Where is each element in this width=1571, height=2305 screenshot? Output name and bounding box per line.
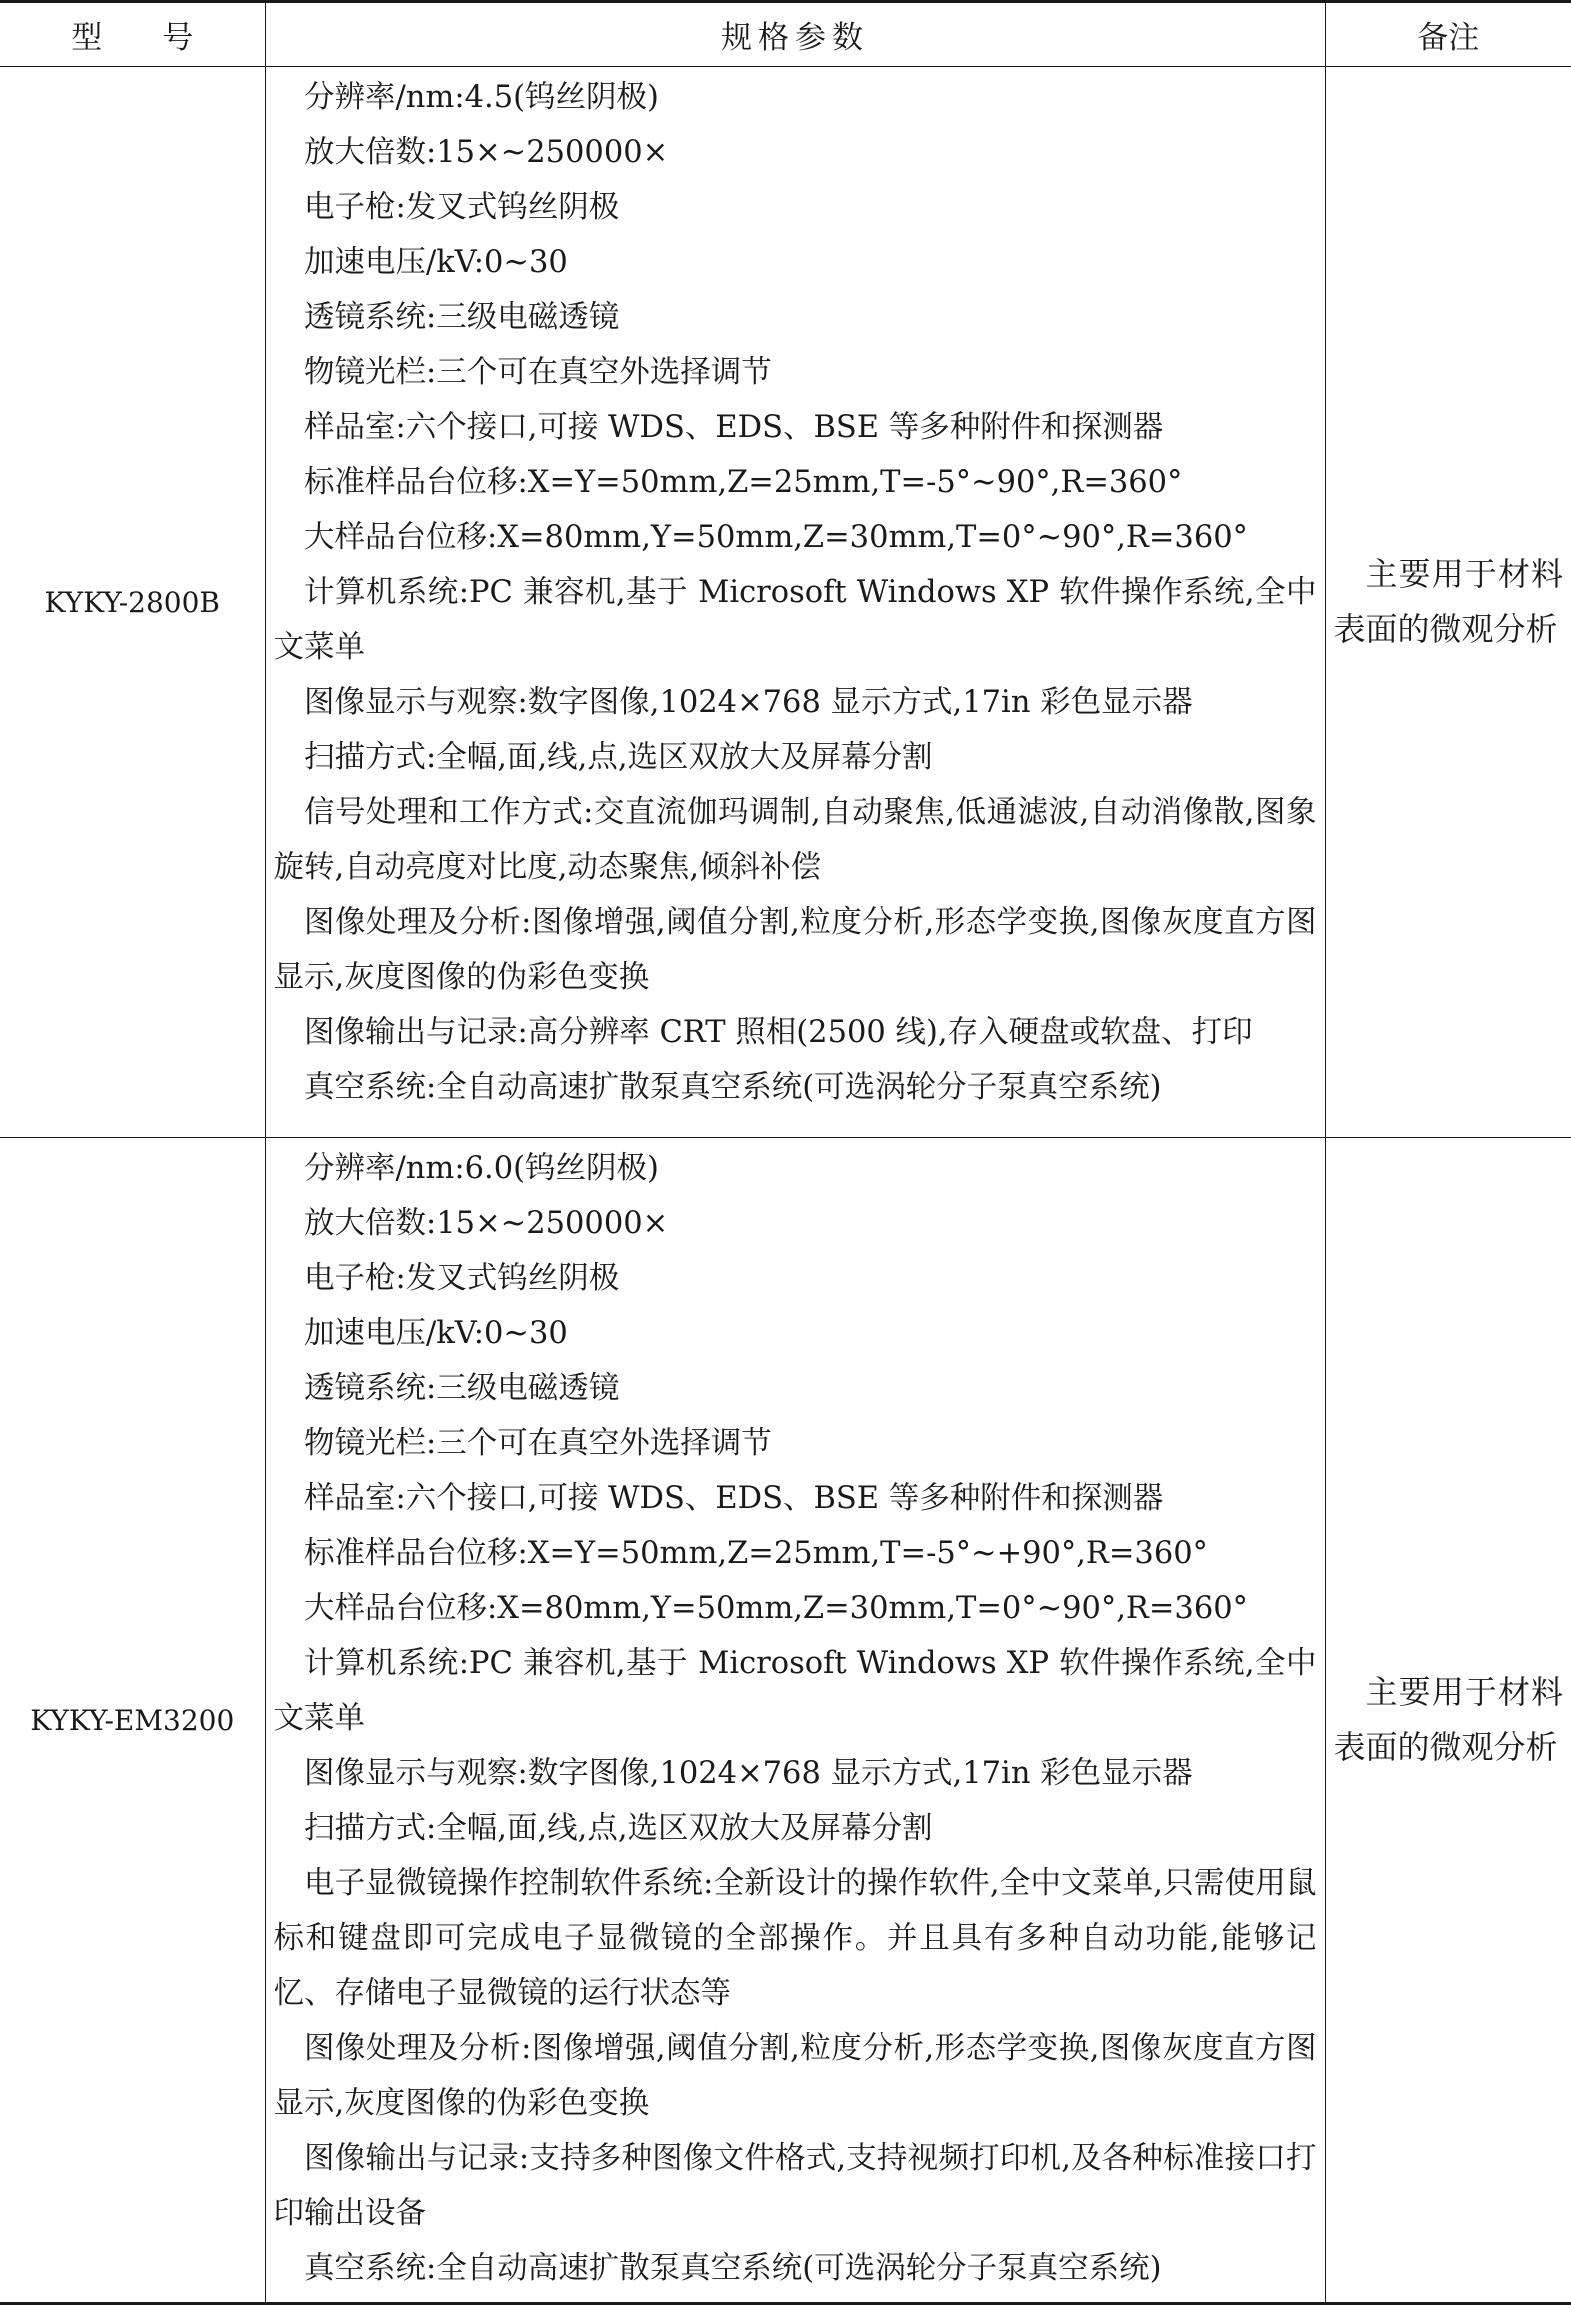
spec-line: 计算机系统:PC 兼容机,基于 Microsoft Windows XP 软件操作系统,全中文菜单 <box>273 1646 1317 1736</box>
spec-line: 样品室:六个接口,可接 WDS、EDS、BSE 等多种附件和探测器 <box>304 1481 1164 1516</box>
spec-line: 计算机系统:PC 兼容机,基于 Microsoft Windows XP 软件操作系统,全中文菜单 <box>273 575 1317 665</box>
spec-line: 物镜光栏:三个可在真空外选择调节 <box>304 1426 772 1461</box>
header-model: 型号 <box>0 2 265 67</box>
spec-line: 大样品台位移:X=80mm,Y=50mm,Z=30mm,T=0°~90°,R=360° <box>304 1591 1248 1626</box>
spec-line: 扫描方式:全幅,面,线,点,选区双放大及屏幕分割 <box>304 1811 933 1846</box>
spec-line: 图像处理及分析:图像增强,阈值分割,粒度分析,形态学变换,图像灰度直方图显示,灰度图像的伪彩色变换 <box>273 905 1317 995</box>
spec-line: 信号处理和工作方式:交直流伽玛调制,自动聚焦,低通滤波,自动消像散,图象旋转,自动亮度对比度,动态聚焦,倾斜补偿 <box>273 795 1317 885</box>
spec-cell <box>265 67 1325 1138</box>
spec-line: 标准样品台位移:X=Y=50mm,Z=25mm,T=-5°~+90°,R=360° <box>304 1536 1208 1571</box>
spec-line: 分辨率/nm:4.5(钨丝阴极) <box>304 80 659 115</box>
spec-line: 扫描方式:全幅,面,线,点,选区双放大及屏幕分割 <box>304 740 933 775</box>
note-cell: 主要用于材料表面的微观分析 <box>1325 1138 1571 2304</box>
spec-line: 电子枪:发叉式钨丝阴极 <box>304 190 620 225</box>
spec-line: 透镜系统:三级电磁透镜 <box>304 1371 620 1406</box>
note-cell: 主要用于材料表面的微观分析 <box>1325 67 1571 1138</box>
spec-line: 图像处理及分析:图像增强,阈值分割,粒度分析,形态学变换,图像灰度直方图显示,灰度图像的伪彩色变换 <box>273 2031 1317 2121</box>
spec-line: 电子显微镜操作控制软件系统:全新设计的操作软件,全中文菜单,只需使用鼠标和键盘即可完成电子显微镜的全部操作。并且具有多种自动功能,能够记忆、存储电子显微镜的运行状态等 <box>273 1866 1317 2011</box>
spec-line: 大样品台位移:X=80mm,Y=50mm,Z=30mm,T=0°~90°,R=360° <box>304 520 1248 555</box>
spec-line: 图像输出与记录:高分辨率 CRT 照相(2500 线),存入硬盘或软盘、打印 <box>304 1015 1253 1050</box>
spec-line: 真空系统:全自动高速扩散泵真空系统(可选涡轮分子泵真空系统) <box>304 1070 1162 1105</box>
table-header-row <box>0 2 1571 67</box>
spec-line: 透镜系统:三级电磁透镜 <box>304 300 620 335</box>
spec-line: 电子枪:发叉式钨丝阴极 <box>304 1261 620 1296</box>
spec-line: 放大倍数:15×~250000× <box>304 1206 669 1241</box>
spec-line: 样品室:六个接口,可接 WDS、EDS、BSE 等多种附件和探测器 <box>304 410 1164 445</box>
spec-line: 加速电压/kV:0~30 <box>304 245 568 280</box>
header-note: 备注 <box>1325 2 1571 67</box>
spec-line: 图像显示与观察:数字图像,1024×768 显示方式,17in 彩色显示器 <box>304 685 1193 720</box>
spec-line: 分辨率/nm:6.0(钨丝阴极) <box>304 1151 659 1186</box>
header-spec: 规格参数 <box>265 2 1325 67</box>
model-cell: KYKY-EM3200 <box>0 1138 265 2304</box>
spec-line: 标准样品台位移:X=Y=50mm,Z=25mm,T=-5°~90°,R=360° <box>304 465 1183 500</box>
spec-line: 放大倍数:15×~250000× <box>304 135 669 170</box>
model-cell: KYKY-2800B <box>0 67 265 1138</box>
spec-line: 图像输出与记录:支持多种图像文件格式,支持视频打印机,及各种标准接口打印输出设备 <box>273 2141 1317 2231</box>
table-row <box>0 1138 1571 2304</box>
spec-line: 真空系统:全自动高速扩散泵真空系统(可选涡轮分子泵真空系统) <box>304 2251 1162 2286</box>
spec-line: 图像显示与观察:数字图像,1024×768 显示方式,17in 彩色显示器 <box>304 1756 1193 1791</box>
spec-line: 物镜光栏:三个可在真空外选择调节 <box>304 355 772 390</box>
spec-cell <box>265 1138 1325 2304</box>
table-row <box>0 67 1571 1138</box>
spec-line: 加速电压/kV:0~30 <box>304 1316 568 1351</box>
